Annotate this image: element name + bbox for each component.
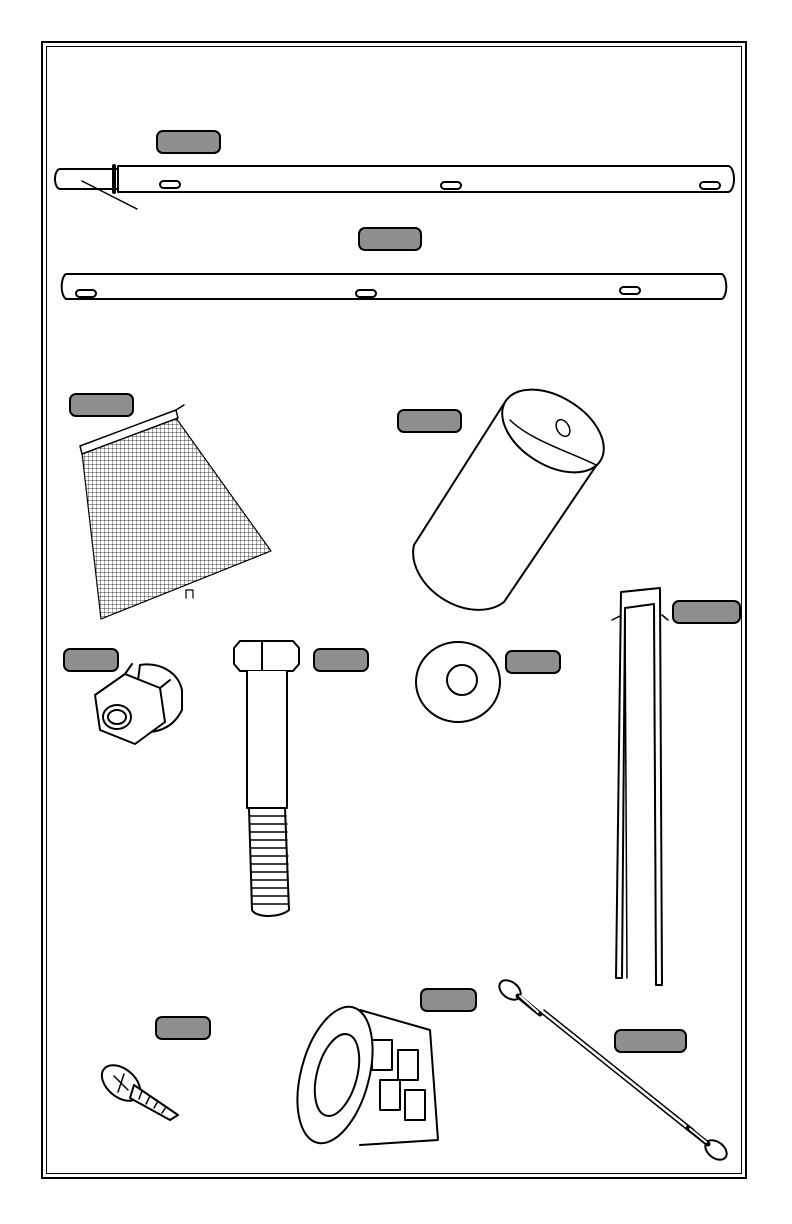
part-label [358, 227, 422, 251]
bolt-icon [234, 641, 299, 916]
part-label [155, 1016, 211, 1040]
part-label [69, 393, 134, 417]
mesh-net-icon [80, 405, 271, 619]
pole-icon [62, 274, 727, 299]
part-label [397, 409, 462, 433]
part-label [505, 650, 561, 674]
part-label [156, 130, 221, 154]
pole-with-end-icon [55, 166, 734, 209]
part-label [420, 988, 477, 1012]
cable-icon [496, 976, 731, 1163]
screw-icon [95, 1058, 178, 1120]
bracket-icon [612, 588, 668, 985]
part-label [614, 1029, 687, 1053]
end-cap-icon [284, 999, 438, 1152]
nut-icon [95, 664, 182, 744]
part-label [313, 648, 369, 672]
part-label [672, 600, 741, 624]
washer-icon [416, 642, 500, 722]
part-label [63, 648, 119, 672]
